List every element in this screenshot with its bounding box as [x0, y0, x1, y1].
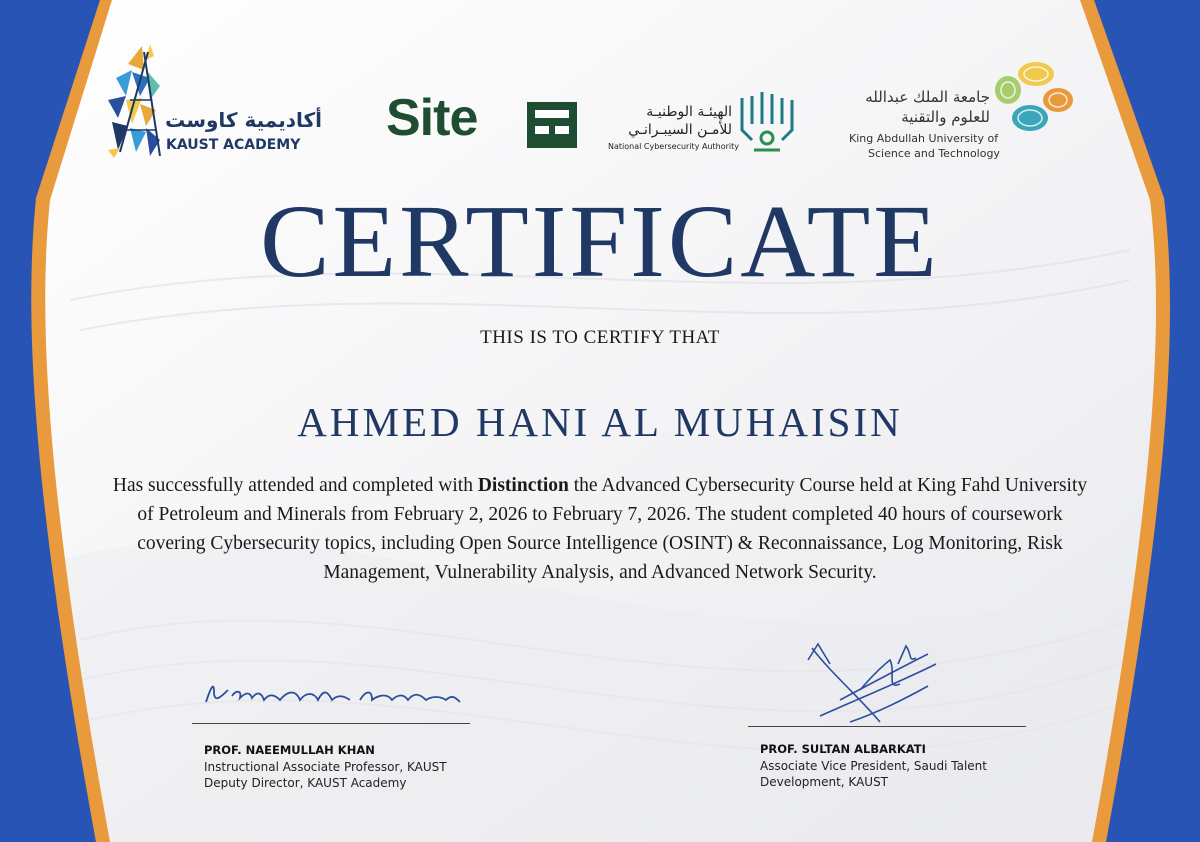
kaust-arabic-line2: للعلوم والتقنية: [901, 108, 990, 126]
kaust-academy-english-text: KAUST ACADEMY: [166, 137, 301, 153]
signatory-role-right-line2: Development, KAUST: [760, 775, 889, 789]
nca-arabic-line2: للأمـن السيبـرانـي: [628, 122, 732, 138]
nca-arabic-line1: الهيئـة الوطنيـة: [646, 104, 732, 120]
kaust-english-line1: King Abdullah University of: [849, 132, 999, 145]
distinction-text: Distinction: [477, 475, 569, 496]
signature-line-left: [192, 723, 470, 724]
body-text-end: the Advanced Cybersecurity Course held at King Fahd University of Petroleum and Minerals from February 2, 2026 to February 7, 2026. The student completed 40 hours of coursework covering Cybersecurity topics, including Open Source Intelligence (OSINT) & Reconnaissance, Log Monitoring, Risk Management, Vulnerability Analysis, and Advanced Network Security.: [137, 475, 1088, 583]
site-logo-text: Site: [386, 89, 478, 147]
nca-english-text: National Cybersecurity Authority: [608, 142, 739, 151]
kaust-arabic-line1: جامعة الملك عبدالله: [865, 88, 990, 106]
signature-line-right: [748, 726, 1026, 727]
signatory-role-right-line1: Associate Vice President, Saudi Talent: [760, 759, 987, 773]
body-text-start: Has successfully attended and completed with: [112, 475, 478, 496]
certificate-title: CERTIFICATE: [260, 184, 940, 299]
signatory-role-left-line1: Instructional Associate Professor, KAUST: [204, 760, 447, 774]
signatory-name-right: PROF. SULTAN ALBARKATI: [760, 742, 926, 756]
signatory-name-left: PROF. NAEEMULLAH KHAN: [204, 743, 375, 757]
certify-line: THIS IS TO CERTIFY THAT: [480, 327, 720, 348]
kaust-academy-arabic-text: أكاديمية كاوست: [165, 108, 322, 132]
recipient-name: AHMED HANI AL MUHAISIN: [297, 399, 903, 445]
certificate-body: [110, 471, 1090, 587]
signatory-role-left-line2: Deputy Director, KAUST Academy: [204, 776, 407, 790]
kaust-english-line2: Science and Technology: [868, 147, 1000, 160]
site-logo-icon: [527, 102, 577, 148]
